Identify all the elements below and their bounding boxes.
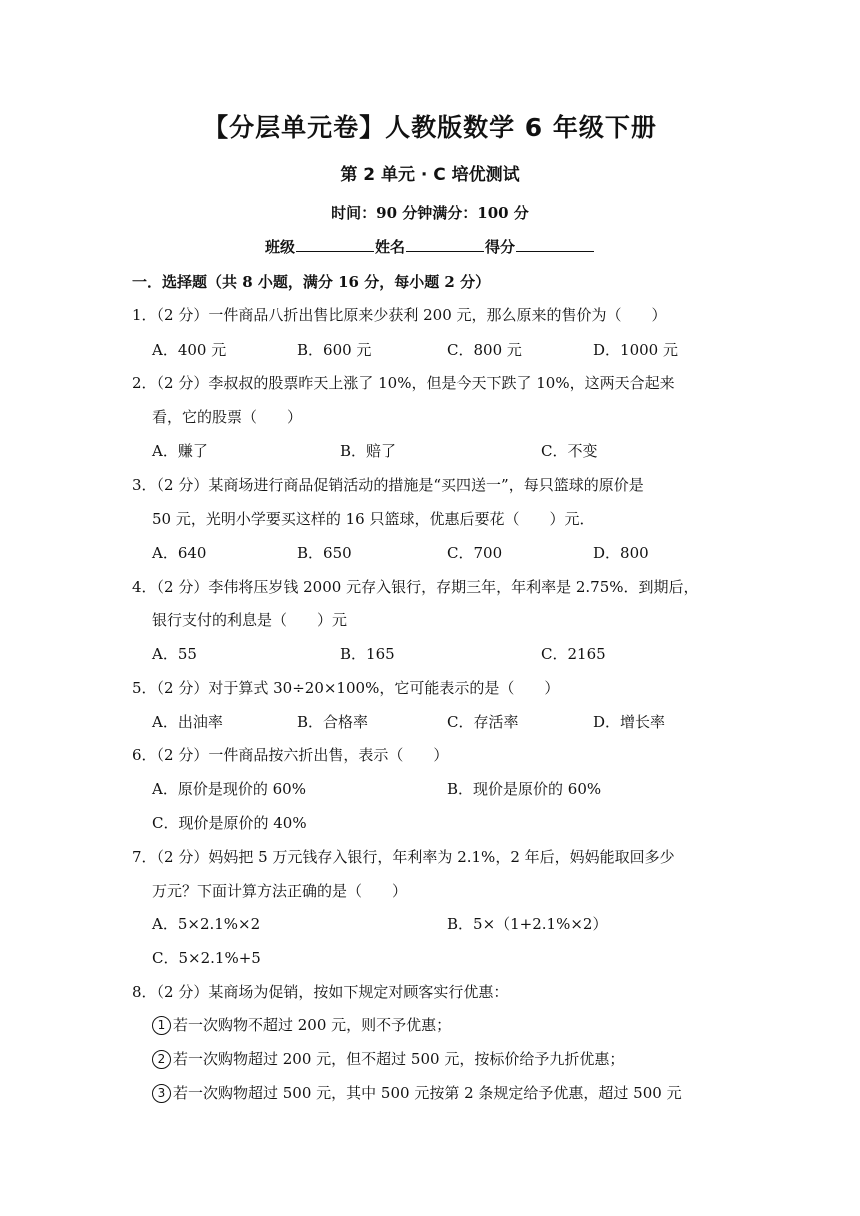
q4-option-b[interactable]: B．165 <box>340 645 395 663</box>
q4-option-c[interactable]: C．2165 <box>541 645 606 663</box>
name-blank[interactable] <box>406 237 484 252</box>
q1-option-c[interactable]: C．800 元 <box>447 341 522 359</box>
question-7-text: 7．（2 分）妈妈把 5 万元钱存入银行，年利率为 2.1%，2 年后，妈妈能取回多少 <box>132 848 675 866</box>
q5-option-d[interactable]: D．增长率 <box>593 713 666 731</box>
question-4-text: 4．（2 分）李伟将压岁钱 2000 元存入银行，存期三年，年利率是 2.75%．到期后， <box>132 578 699 596</box>
question-6-text: 6．（2 分）一件商品按六折出售，表示（ ） <box>132 746 449 764</box>
question-4-text-cont: 银行支付的利息是（ ）元 <box>152 611 348 629</box>
question-2-text: 2．（2 分）李叔叔的股票昨天上涨了 10%，但是今天下跌了 10%，这两天合起来 <box>132 374 675 392</box>
question-1-text: 1．（2 分）一件商品八折出售比原来少获利 200 元，那么原来的售价为（ ） <box>132 306 667 324</box>
q4-option-a[interactable]: A．55 <box>152 645 197 663</box>
q3-option-d[interactable]: D．800 <box>593 544 649 562</box>
q8-rule-2-text: 若一次购物超过 200 元，但不超过 500 元，按标价给予九折优惠； <box>173 1050 625 1068</box>
q8-rule-2 <box>152 1048 624 1069</box>
q1-option-d[interactable]: D．1000 元 <box>593 341 678 359</box>
circled-number-3: 3 <box>152 1084 171 1103</box>
q5-option-c[interactable]: C．存活率 <box>447 713 519 731</box>
q8-rule-3-text: 若一次购物超过 500 元，其中 500 元按第 2 条规定给予优惠，超过 500 元 <box>173 1084 682 1102</box>
q8-rule-3 <box>152 1082 682 1103</box>
q7-option-b[interactable]: B．5×（1+2.1%×2） <box>447 915 608 933</box>
q6-option-b[interactable]: B．现价是原价的 60% <box>447 780 602 798</box>
class-blank[interactable] <box>296 237 374 252</box>
score-label: 得分 <box>485 238 516 256</box>
score-blank[interactable] <box>516 237 594 252</box>
circled-number-1: 1 <box>152 1016 171 1035</box>
question-8-text: 8．（2 分）某商场为促销，按如下规定对顾客实行优惠： <box>132 983 509 1001</box>
question-3-text-cont: 50 元，光明小学要买这样的 16 只篮球，优惠后要花（ ）元． <box>152 510 595 528</box>
section-heading: 一．选择题（共 8 小题，满分 16 分，每小题 2 分） <box>132 273 491 291</box>
q8-rule-1-text: 若一次购物不超过 200 元，则不予优惠； <box>173 1016 452 1034</box>
q3-option-a[interactable]: A．640 <box>152 544 207 562</box>
question-7-text-cont: 万元？下面计算方法正确的是（ ） <box>152 882 408 900</box>
q3-option-b[interactable]: B．650 <box>297 544 352 562</box>
circled-number-2: 2 <box>152 1050 171 1069</box>
name-label: 姓名 <box>374 238 405 256</box>
q2-option-a[interactable]: A．赚了 <box>152 442 208 460</box>
q8-rule-1 <box>152 1014 451 1035</box>
q2-option-c[interactable]: C．不变 <box>541 442 598 460</box>
q1-option-a[interactable]: A．400 元 <box>152 341 227 359</box>
q6-option-a[interactable]: A．原价是现价的 60% <box>152 780 306 798</box>
question-3-text: 3．（2 分）某商场进行商品促销活动的措施是“买四送一”，每只篮球的原价是 <box>132 476 644 494</box>
q5-option-a[interactable]: A．出油率 <box>152 713 223 731</box>
exam-title: 【分层单元卷】人教版数学 6 年级下册 <box>203 113 657 142</box>
time-score-info: 时间：90 分钟满分：100 分 <box>331 204 529 222</box>
question-5-text: 5．（2 分）对于算式 30÷20×100%，它可能表示的是（ ） <box>132 679 560 697</box>
class-label: 班级 <box>264 238 295 256</box>
exam-subtitle: 第 2 单元 · C 培优测试 <box>340 165 520 185</box>
student-info-line <box>0 236 860 257</box>
q6-option-c[interactable]: C．现价是原价的 40% <box>152 814 307 832</box>
q5-option-b[interactable]: B．合格率 <box>297 713 369 731</box>
q7-option-a[interactable]: A．5×2.1%×2 <box>152 915 261 933</box>
q1-option-b[interactable]: B．600 元 <box>297 341 372 359</box>
question-2-text-cont: 看，它的股票（ ） <box>152 408 303 426</box>
q2-option-b[interactable]: B．赔了 <box>340 442 397 460</box>
q3-option-c[interactable]: C．700 <box>447 544 503 562</box>
q7-option-c[interactable]: C．5×2.1%+5 <box>152 949 261 967</box>
